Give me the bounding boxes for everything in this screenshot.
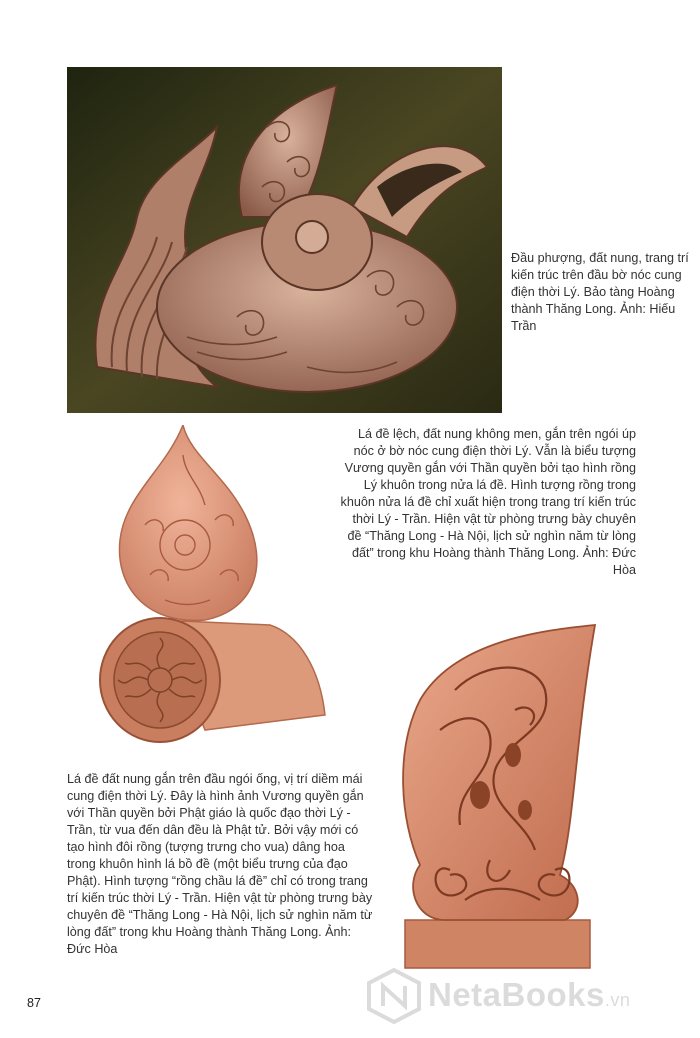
netabooks-watermark	[365, 968, 695, 1024]
slanted-bodhi-leaf-photo	[395, 620, 610, 970]
slanted-bodhi-leaf-caption: Lá đề lệch, đất nung không men, gắn trên ngói úp nóc ở bờ nóc cung điện thời Lý. Vẫn là biểu tượng Vương quyền gắn với Thần quyền bởi tạo hình rồng Lý khuôn trong nửa lá đề. Hình tượng rồng trong khuôn nửa lá đề chỉ xuất hiện trong trang trí kiến trúc thời Lý - Trần. Hiện vật từ phòng trưng bày chuyên đề “Thăng Long - Hà Nội, lịch sử nghìn năm từ lòng đất” trong khu Hoàng thành Thăng Long. Ảnh: Đức Hòa	[340, 427, 636, 577]
netabooks-logo-icon	[365, 968, 423, 1024]
page-number: 87	[27, 996, 41, 1010]
bodhi-leaf-tile-photo	[85, 425, 335, 765]
phoenix-head-caption: Đầu phượng, đất nung, trang trí kiến trúc trên đầu bờ nóc cung điện thời Lý. Bảo tàng Hoàng thành Thăng Long. Ảnh: Hiếu Trần	[511, 251, 689, 333]
watermark-suffix: .vn	[604, 990, 631, 1010]
phoenix-head-photo	[67, 67, 502, 413]
watermark-brand: NetaBooks	[428, 976, 605, 1013]
bodhi-leaf-tile-caption: Lá đề đất nung gắn trên đầu ngói ống, vị trí diềm mái cung điện thời Lý. Đây là hình ảnh Vương quyền gắn với Thần quyền bởi Phật giáo là quốc đạo thời Lý - Trần, từ vua đến dân đều là Phật tử. Bởi vậy mới có tạo hình đôi rồng (tượng trưng cho vua) dâng hoa trong khuôn hình lá bồ đề (một biểu trưng của đạo Phật). Hình tượng “rồng chầu lá đề” chỉ có trong trang trí kiến trúc thời Lý - Trần. Hiện vật từ phòng trưng bày chuyên đề “Thăng Long - Hà Nội, lịch sử nghìn năm từ lòng đất” trong khu Hoàng thành Thăng Long. Ảnh: Đức Hòa	[67, 772, 373, 956]
